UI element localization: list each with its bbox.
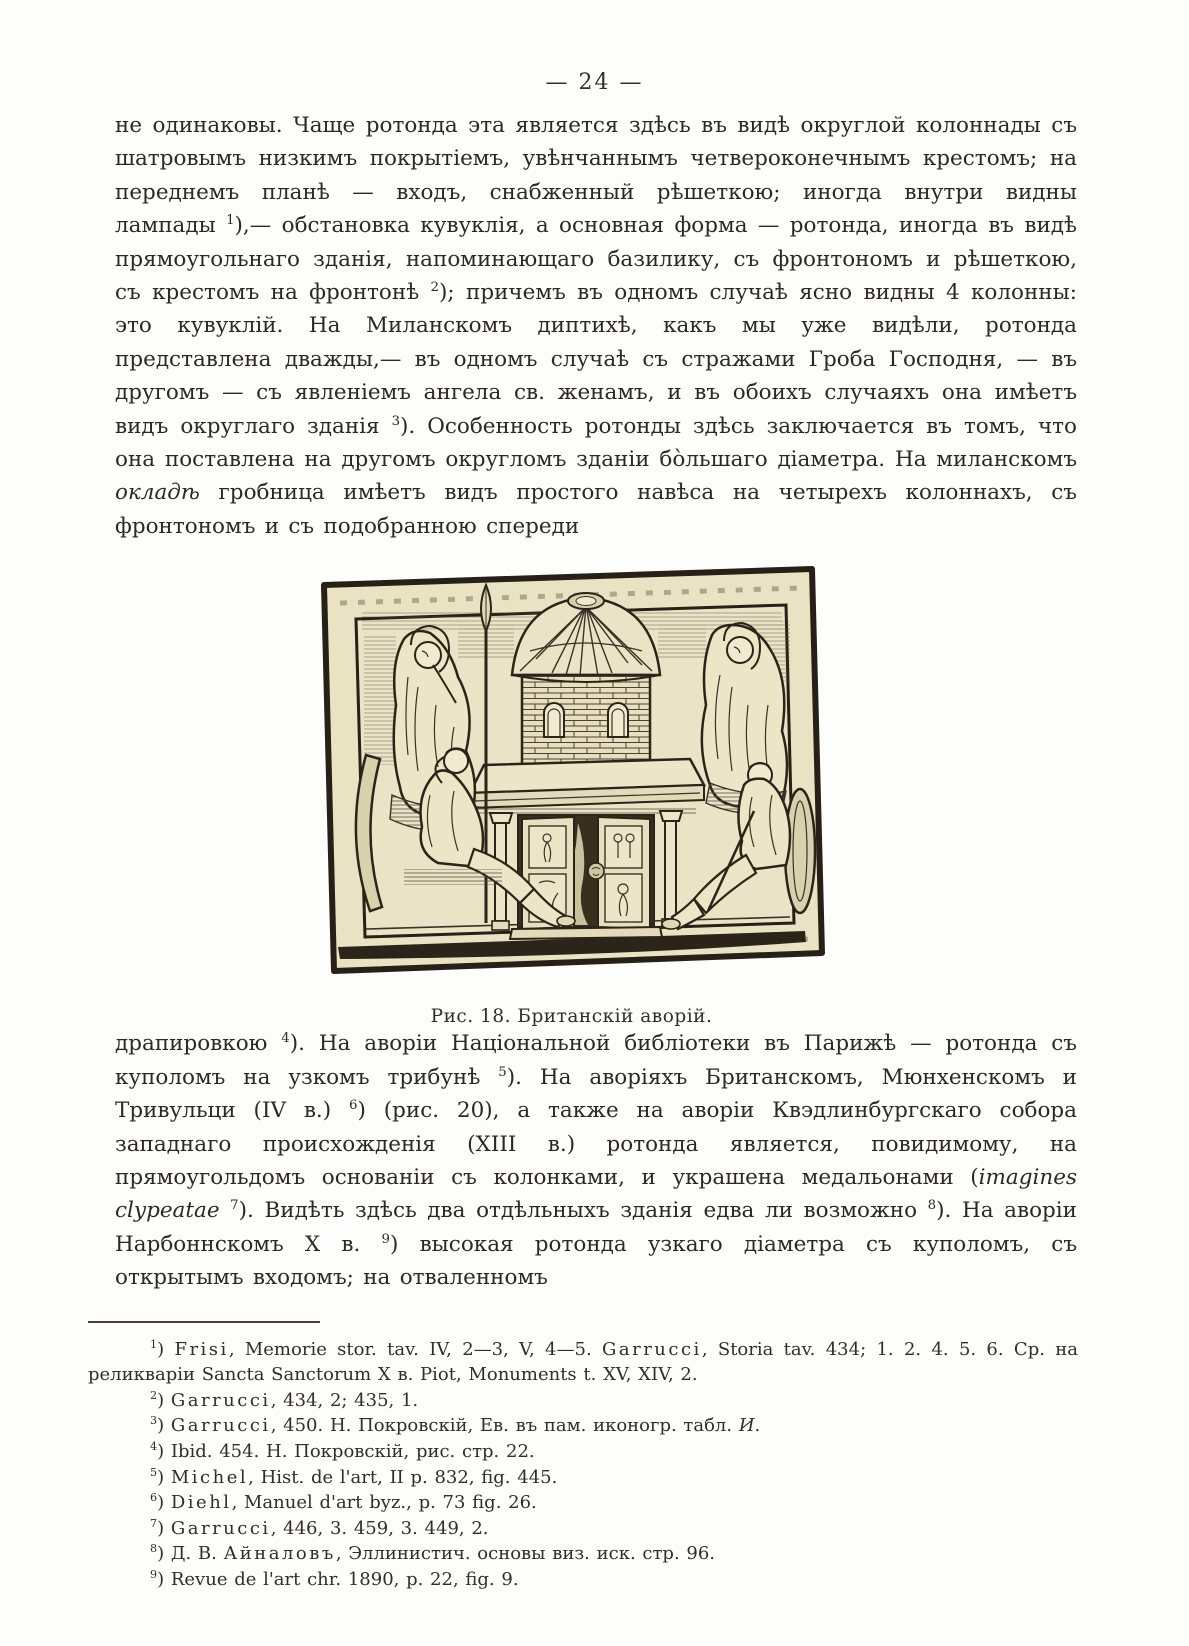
footnote-2: $^2$) Garrucci, 434, 2; 435, 1. bbox=[150, 1388, 419, 1411]
page-number: — 24 — bbox=[545, 70, 644, 95]
footnotes bbox=[88, 1337, 1078, 1593]
tomb-aedicula bbox=[470, 759, 704, 939]
footnote-3: $^3$) Garrucci, 450. Н. Покровскій, Ев. въ пам. иконогр. табл. И. bbox=[150, 1414, 761, 1437]
footnote-1: $^1$) Frisi, Memorie stor. tav. IV, 2—3, V, 4—5. Garrucci, Storia tav. 434; 1. 2. 4. 5. 6. Ср. на реликваріи Sancta Sanctorum X в. Piot, Monuments t. XV, XIV, 2. bbox=[88, 1337, 1078, 1386]
paragraph-2: драпировкою $^4$). На аворіи Національной библіотеки въ Парижѣ — ротонда съ куполомъ на узкомъ трибунѣ $^5$). На аворіяхъ Британскомъ, Мюнхенскомъ и Тривульци (IV в.) $^6$) (рис. 20), а также на аворіи Квэдлинбургскаго собора западнаго происхожденія (XIII в.) ротонда является, повидимому, на прямоугольдомъ основаніи съ колонками, и украшена медальонами (imagines clypeatae $^7$). Видѣть здѣсь два отдѣльныхъ зданія едва ли возможно $^8$). На аворіи Нарбоннскомъ X в. $^9$) высокая ротонда узкаго діаметра съ куполомъ, съ открытымъ входомъ; на отваленномъ bbox=[115, 1031, 1078, 1291]
footnote-8: $^8$) Д. В. Айналовъ, Эллинистич. основы виз. иск. стр. 96. bbox=[150, 1542, 716, 1565]
figure-18 bbox=[308, 555, 835, 1027]
figure-18-engraving bbox=[308, 555, 835, 992]
page-content bbox=[88, 109, 1078, 1592]
footnote-6: $^6$) Diehl, Manuel d'art byz., p. 73 fig. 26. bbox=[150, 1491, 537, 1514]
figure-caption: Рис. 18. Британскій аворій. bbox=[430, 1006, 713, 1028]
rotunda bbox=[512, 593, 660, 771]
footnote-4: $^4$) Ibid. 454. Н. Покровскій, рис. стр. 22. bbox=[150, 1439, 535, 1462]
footnote-7: $^7$) Garrucci, 446, 3. 459, 3. 449, 2. bbox=[150, 1516, 489, 1539]
footnote-5: $^5$) Michel, Hist. de l'art, II p. 832, fig. 445. bbox=[150, 1465, 558, 1488]
footnote-separator bbox=[88, 1321, 320, 1323]
paragraph-1: не одинаковы. Чаще ротонда эта является здѣсь въ видѣ округлой колоннады съ шатровымъ низкимъ покрытіемъ, увѣнчаннымъ четвероконечнымъ крестомъ; на переднемъ планѣ — входъ, снабженный рѣшеткою; иногда внутри видны лампады $^1$),— обстановка кувуклія, а основная форма — ротонда, иногда въ видѣ прямоугольнаго зданія, напоминающаго базилику, съ фронтономъ и рѣшеткою, съ крестомъ на фронтонѣ $^2$); причемъ въ одномъ случаѣ ясно видны 4 колонны: это кувуклій. На Миланскомъ диптихѣ, какъ мы уже видѣли, ротонда представлена дважды,— въ одномъ случаѣ съ стражами Гроба Господня, — въ другомъ — съ явленіемъ ангела св. женамъ, и въ обоихъ случаяхъ она имѣетъ видъ округлаго зданія $^3$). Особенность ротонды здѣсь заключается въ томъ, что она поставлена на другомъ округломъ зданіи бо̀льшаго діаметра. На миланскомъ окладѣ гробница имѣетъ видъ простого навѣса на четырехъ колоннахъ, съ фронтономъ и съ подобранною спереди bbox=[115, 113, 1077, 539]
footnote-9: $^9$) Revue de l'art chr. 1890, p. 22, fig. 9. bbox=[150, 1567, 519, 1590]
